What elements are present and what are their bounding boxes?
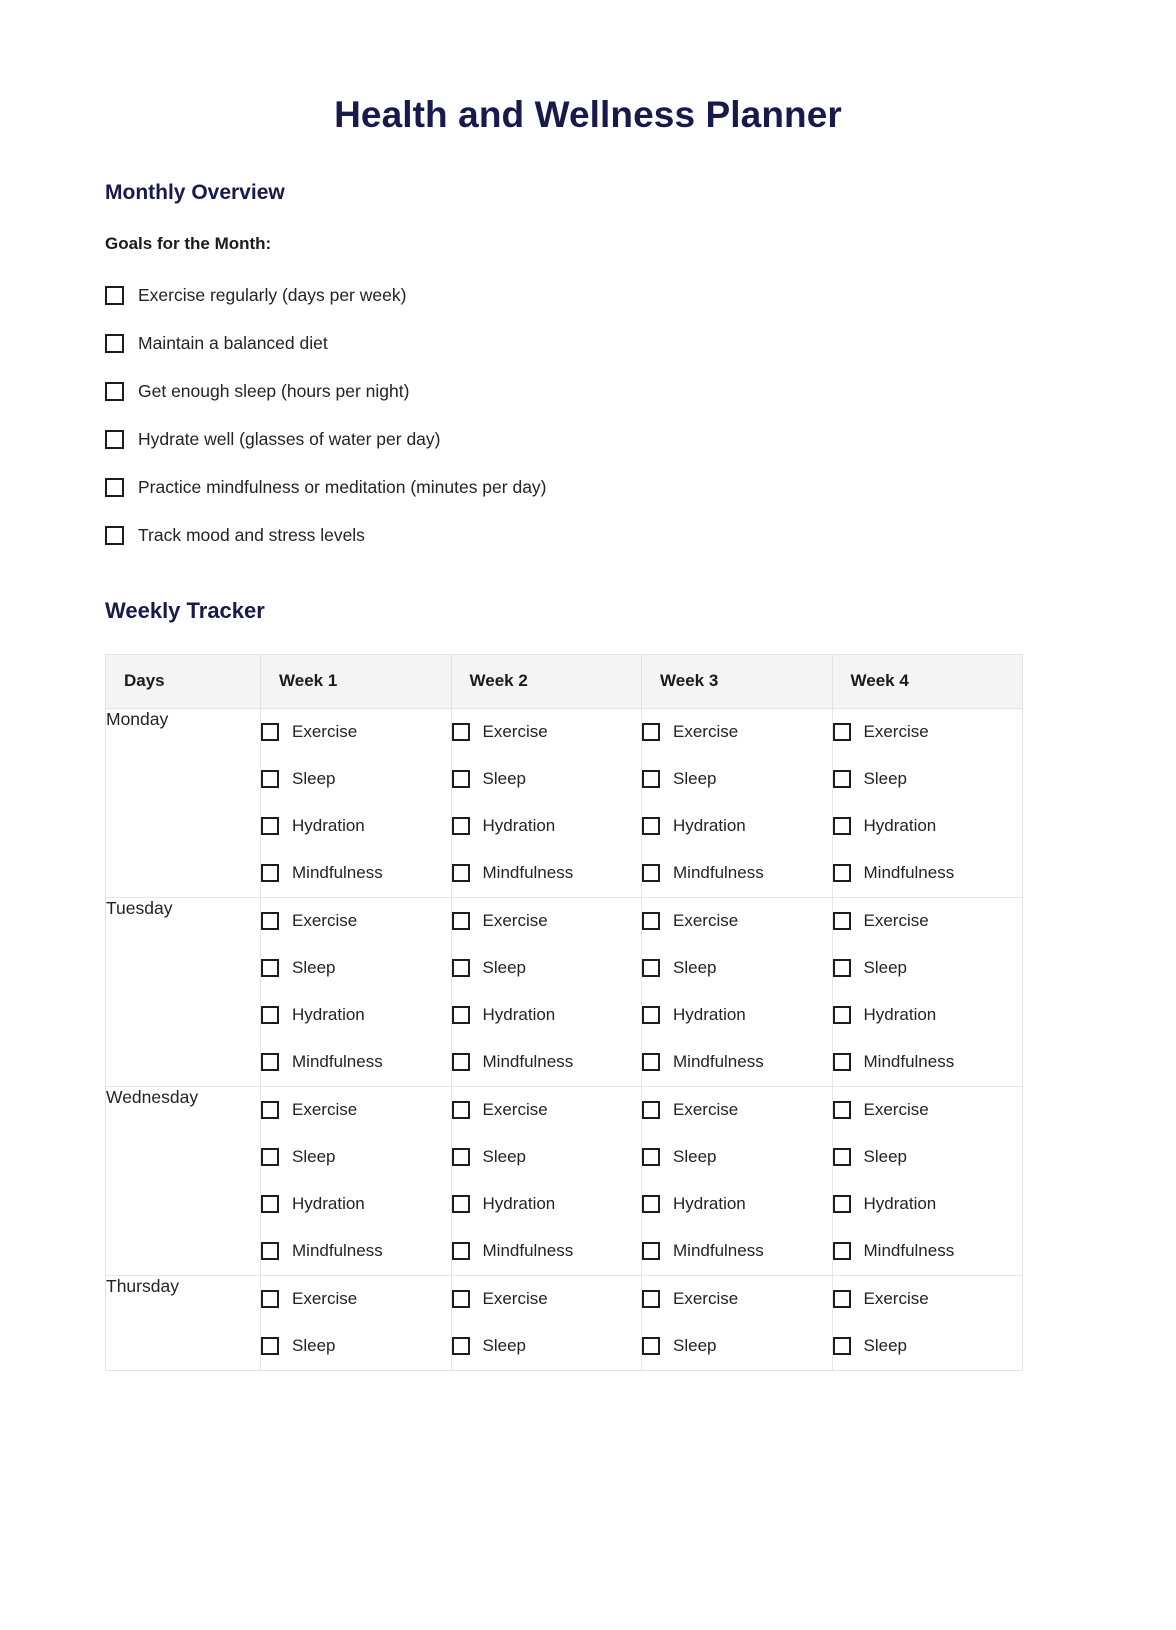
task-item xyxy=(833,1181,1023,1228)
task-item xyxy=(642,1323,832,1370)
goal-item xyxy=(105,271,1071,319)
week-cell xyxy=(261,897,452,1086)
week-cell xyxy=(451,1275,642,1370)
task-item-label: Hydration xyxy=(482,1193,556,1213)
task-item xyxy=(452,1039,642,1086)
goal-item-label: Practice mindfulness or meditation (minutes per day) xyxy=(138,476,547,497)
task-item-label: Hydration xyxy=(292,815,365,835)
checkbox-icon[interactable] xyxy=(833,770,851,788)
task-item xyxy=(833,803,1023,850)
week-cell xyxy=(451,1086,642,1275)
task-item-label: Exercise xyxy=(482,1288,548,1308)
checkbox-icon[interactable] xyxy=(642,912,660,930)
week-cell xyxy=(261,708,452,897)
task-item xyxy=(833,1087,1023,1134)
day-label-cell: Thursday xyxy=(106,1275,261,1370)
checkbox-icon[interactable] xyxy=(833,1290,851,1308)
task-item xyxy=(261,992,451,1039)
checkbox-icon[interactable] xyxy=(452,1195,470,1213)
checkbox-icon[interactable] xyxy=(642,1290,660,1308)
table-row xyxy=(106,1086,1023,1275)
task-item-label: Mindfulness xyxy=(673,1240,764,1260)
week-cell xyxy=(832,1275,1023,1370)
checkbox-icon[interactable] xyxy=(261,1337,279,1355)
task-item-label: Exercise xyxy=(673,1288,739,1308)
checkbox-icon[interactable] xyxy=(261,1101,279,1119)
checkbox-icon[interactable] xyxy=(833,1242,851,1260)
checkbox-icon[interactable] xyxy=(452,1148,470,1166)
task-item xyxy=(261,898,451,945)
checkbox-icon[interactable] xyxy=(833,1195,851,1213)
checkbox-icon[interactable] xyxy=(833,864,851,882)
task-item xyxy=(642,1134,832,1181)
task-item-label: Mindfulness xyxy=(292,862,383,882)
task-item xyxy=(833,850,1023,897)
checkbox-icon[interactable] xyxy=(452,723,470,741)
task-checklist xyxy=(452,1087,642,1275)
task-item xyxy=(833,709,1023,756)
checkbox-icon[interactable] xyxy=(833,1006,851,1024)
checkbox-icon[interactable] xyxy=(833,817,851,835)
checkbox-icon[interactable] xyxy=(642,864,660,882)
goal-item xyxy=(105,367,1071,415)
task-item-label: Sleep xyxy=(863,1335,907,1355)
task-item xyxy=(261,850,451,897)
task-item-label: Mindfulness xyxy=(292,1051,383,1071)
task-item xyxy=(642,1276,832,1323)
task-item-label: Exercise xyxy=(863,1288,929,1308)
task-item-label: Hydration xyxy=(863,1193,937,1213)
task-item-label: Mindfulness xyxy=(292,1240,383,1260)
task-checklist xyxy=(261,709,451,897)
task-item-label: Exercise xyxy=(863,1099,929,1119)
task-item xyxy=(833,1276,1023,1323)
task-item-label: Exercise xyxy=(863,721,929,741)
checkbox-icon[interactable] xyxy=(261,864,279,882)
section-heading-monthly-overview: Monthly Overview xyxy=(105,180,285,204)
task-item xyxy=(261,756,451,803)
column-header-week-2: Week 2 xyxy=(451,654,642,708)
task-item xyxy=(452,1323,642,1370)
task-item-label: Sleep xyxy=(863,957,907,977)
task-item xyxy=(642,709,832,756)
task-item-label: Sleep xyxy=(482,768,526,788)
checkbox-icon[interactable] xyxy=(105,478,124,497)
checkbox-icon[interactable] xyxy=(105,430,124,449)
task-item-label: Exercise xyxy=(292,1288,358,1308)
task-item-label: Hydration xyxy=(292,1193,365,1213)
task-item-label: Hydration xyxy=(863,815,937,835)
checkbox-icon[interactable] xyxy=(642,1101,660,1119)
checkbox-icon[interactable] xyxy=(261,817,279,835)
task-item-label: Sleep xyxy=(673,1146,717,1166)
task-item-label: Hydration xyxy=(482,815,556,835)
page-title: Health and Wellness Planner xyxy=(334,94,842,135)
week-cell xyxy=(642,897,833,1086)
goal-item-label: Track mood and stress levels xyxy=(138,524,365,545)
week-cell xyxy=(451,897,642,1086)
task-item-label: Sleep xyxy=(482,957,526,977)
task-item xyxy=(452,1087,642,1134)
checkbox-icon[interactable] xyxy=(452,959,470,977)
task-item xyxy=(642,1039,832,1086)
task-checklist xyxy=(261,1276,451,1370)
goal-item xyxy=(105,415,1071,463)
checkbox-icon[interactable] xyxy=(642,1242,660,1260)
task-item-label: Sleep xyxy=(863,1146,907,1166)
column-header-days: Days xyxy=(106,654,261,708)
checkbox-icon[interactable] xyxy=(642,1148,660,1166)
task-item-label: Exercise xyxy=(482,1099,548,1119)
checkbox-icon[interactable] xyxy=(105,526,124,545)
task-item-label: Exercise xyxy=(673,1099,739,1119)
checkbox-icon[interactable] xyxy=(642,1006,660,1024)
checkbox-icon[interactable] xyxy=(452,1290,470,1308)
task-item xyxy=(261,803,451,850)
goal-item xyxy=(105,511,1071,559)
table-row xyxy=(106,897,1023,1086)
task-item-label: Mindfulness xyxy=(482,1240,574,1260)
checkbox-icon[interactable] xyxy=(833,1101,851,1119)
task-item xyxy=(642,1181,832,1228)
table-header xyxy=(106,654,1023,708)
task-checklist xyxy=(261,898,451,1086)
goal-item-label: Maintain a balanced diet xyxy=(138,332,328,353)
task-checklist xyxy=(642,709,832,897)
week-cell xyxy=(832,708,1023,897)
checkbox-icon[interactable] xyxy=(261,1053,279,1071)
checkbox-icon[interactable] xyxy=(261,770,279,788)
week-cell xyxy=(451,708,642,897)
task-item xyxy=(452,1181,642,1228)
task-item-label: Exercise xyxy=(292,1099,358,1119)
task-checklist xyxy=(452,898,642,1086)
task-item-label: Exercise xyxy=(863,910,929,930)
task-item xyxy=(642,1087,832,1134)
task-item-label: Mindfulness xyxy=(863,1240,955,1260)
task-item-label: Sleep xyxy=(482,1146,526,1166)
goal-item-label: Exercise regularly (days per week) xyxy=(138,284,407,305)
day-label-cell: Monday xyxy=(106,708,261,897)
checkbox-icon[interactable] xyxy=(261,723,279,741)
task-item xyxy=(261,709,451,756)
table-body xyxy=(106,708,1023,1370)
task-checklist xyxy=(833,1276,1023,1370)
task-item-label: Mindfulness xyxy=(863,1051,955,1071)
task-item-label: Exercise xyxy=(482,910,548,930)
task-item xyxy=(452,898,642,945)
section-heading-weekly-tracker: Weekly Tracker xyxy=(105,598,265,624)
task-item xyxy=(833,1228,1023,1275)
checkbox-icon[interactable] xyxy=(261,1242,279,1260)
checkbox-icon[interactable] xyxy=(642,770,660,788)
task-item xyxy=(452,803,642,850)
task-checklist xyxy=(642,1276,832,1370)
column-header-week-4: Week 4 xyxy=(832,654,1023,708)
task-item xyxy=(642,1228,832,1275)
task-item-label: Mindfulness xyxy=(863,862,955,882)
checkbox-icon[interactable] xyxy=(261,1195,279,1213)
checkbox-icon[interactable] xyxy=(261,912,279,930)
task-item xyxy=(261,1087,451,1134)
task-checklist xyxy=(642,1087,832,1275)
checkbox-icon[interactable] xyxy=(642,723,660,741)
table-row xyxy=(106,1275,1023,1370)
task-item xyxy=(452,756,642,803)
checkbox-icon[interactable] xyxy=(642,1195,660,1213)
checkbox-icon[interactable] xyxy=(261,959,279,977)
task-item-label: Hydration xyxy=(673,1193,746,1213)
task-item xyxy=(833,992,1023,1039)
weekly-tracker-table xyxy=(105,654,1023,1371)
day-label-cell: Tuesday xyxy=(106,897,261,1086)
task-item-label: Sleep xyxy=(673,1335,717,1355)
task-item xyxy=(642,898,832,945)
task-item-label: Sleep xyxy=(292,768,336,788)
task-item xyxy=(833,756,1023,803)
checkbox-icon[interactable] xyxy=(452,912,470,930)
task-item xyxy=(642,850,832,897)
task-item xyxy=(452,1276,642,1323)
checkbox-icon[interactable] xyxy=(452,1101,470,1119)
checkbox-icon[interactable] xyxy=(833,1148,851,1166)
task-item-label: Hydration xyxy=(863,1004,937,1024)
checkbox-icon[interactable] xyxy=(452,1053,470,1071)
table-row xyxy=(106,708,1023,897)
task-item xyxy=(261,1134,451,1181)
checkbox-icon[interactable] xyxy=(452,864,470,882)
task-item-label: Sleep xyxy=(673,768,717,788)
task-item xyxy=(261,1323,451,1370)
checkbox-icon[interactable] xyxy=(833,1053,851,1071)
goals-checklist xyxy=(105,254,1071,559)
task-item-label: Mindfulness xyxy=(673,862,764,882)
goal-item xyxy=(105,319,1071,367)
task-item xyxy=(833,1039,1023,1086)
task-item xyxy=(452,1228,642,1275)
task-checklist xyxy=(833,898,1023,1086)
task-item xyxy=(642,803,832,850)
checkbox-icon[interactable] xyxy=(452,770,470,788)
checkbox-icon[interactable] xyxy=(642,1337,660,1355)
checkbox-icon[interactable] xyxy=(452,1242,470,1260)
task-item-label: Mindfulness xyxy=(482,1051,574,1071)
checkbox-icon[interactable] xyxy=(642,1053,660,1071)
task-item xyxy=(261,1276,451,1323)
task-item xyxy=(452,709,642,756)
task-item xyxy=(452,850,642,897)
day-label-cell: Wednesday xyxy=(106,1086,261,1275)
task-item xyxy=(261,1228,451,1275)
task-item-label: Exercise xyxy=(673,910,739,930)
goal-item-label: Hydrate well (glasses of water per day) xyxy=(138,428,441,449)
task-item-label: Mindfulness xyxy=(482,862,574,882)
task-checklist xyxy=(833,709,1023,897)
task-item xyxy=(452,992,642,1039)
task-item xyxy=(452,945,642,992)
checkbox-icon[interactable] xyxy=(105,382,124,401)
week-cell xyxy=(261,1275,452,1370)
task-checklist xyxy=(452,1276,642,1370)
task-item xyxy=(642,945,832,992)
week-cell xyxy=(832,1086,1023,1275)
task-item xyxy=(833,1323,1023,1370)
task-item-label: Sleep xyxy=(482,1335,526,1355)
checkbox-icon[interactable] xyxy=(642,959,660,977)
task-item-label: Exercise xyxy=(292,910,358,930)
task-item xyxy=(261,1039,451,1086)
checkbox-icon[interactable] xyxy=(642,817,660,835)
checkbox-icon[interactable] xyxy=(452,1337,470,1355)
task-item-label: Exercise xyxy=(482,721,548,741)
checkbox-icon[interactable] xyxy=(261,1006,279,1024)
checkbox-icon[interactable] xyxy=(452,1006,470,1024)
task-item-label: Sleep xyxy=(292,1146,336,1166)
checkbox-icon[interactable] xyxy=(833,1337,851,1355)
week-cell xyxy=(261,1086,452,1275)
task-item-label: Hydration xyxy=(292,1004,365,1024)
task-item xyxy=(642,756,832,803)
checkbox-icon[interactable] xyxy=(105,334,124,353)
task-checklist xyxy=(642,898,832,1086)
column-header-week-3: Week 3 xyxy=(642,654,833,708)
task-item-label: Hydration xyxy=(482,1004,556,1024)
task-checklist xyxy=(261,1087,451,1275)
goals-heading: Goals for the Month: xyxy=(105,233,272,253)
goal-item xyxy=(105,463,1071,511)
task-item-label: Sleep xyxy=(292,1335,336,1355)
task-item-label: Sleep xyxy=(292,957,336,977)
task-item xyxy=(833,945,1023,992)
week-cell xyxy=(832,897,1023,1086)
task-item-label: Mindfulness xyxy=(673,1051,764,1071)
checkbox-icon[interactable] xyxy=(261,1148,279,1166)
table-header-row xyxy=(106,654,1023,708)
checkbox-icon[interactable] xyxy=(833,723,851,741)
goal-item-label: Get enough sleep (hours per night) xyxy=(138,380,410,401)
task-checklist xyxy=(833,1087,1023,1275)
checkbox-icon[interactable] xyxy=(452,817,470,835)
task-item xyxy=(833,898,1023,945)
task-checklist xyxy=(452,709,642,897)
task-item-label: Hydration xyxy=(673,815,746,835)
checkbox-icon[interactable] xyxy=(261,1290,279,1308)
task-item-label: Hydration xyxy=(673,1004,746,1024)
task-item xyxy=(261,945,451,992)
week-cell xyxy=(642,1086,833,1275)
checkbox-icon[interactable] xyxy=(833,959,851,977)
task-item xyxy=(261,1181,451,1228)
task-item xyxy=(642,992,832,1039)
task-item-label: Exercise xyxy=(673,721,739,741)
task-item xyxy=(452,1134,642,1181)
task-item-label: Sleep xyxy=(673,957,717,977)
week-cell xyxy=(642,1275,833,1370)
weekly-tracker-table-wrap xyxy=(105,625,1071,1371)
checkbox-icon[interactable] xyxy=(833,912,851,930)
checkbox-icon[interactable] xyxy=(105,286,124,305)
task-item-label: Sleep xyxy=(863,768,907,788)
column-header-week-1: Week 1 xyxy=(261,654,452,708)
task-item xyxy=(833,1134,1023,1181)
week-cell xyxy=(642,708,833,897)
task-item-label: Exercise xyxy=(292,721,358,741)
